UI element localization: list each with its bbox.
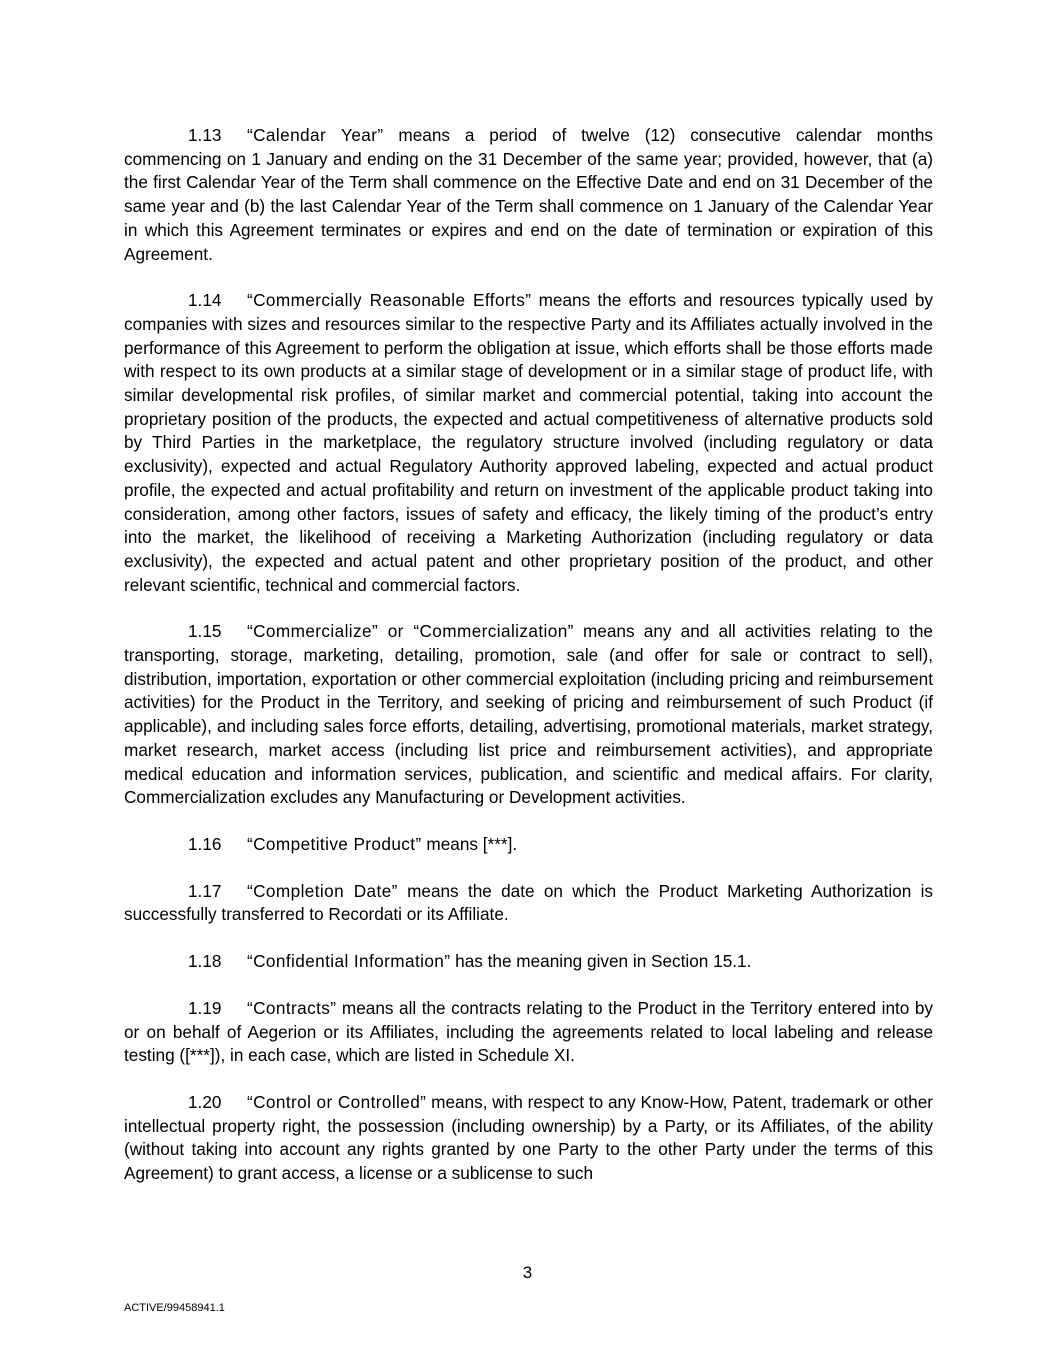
definition-text: means any and all activities relating to the transporting, storage, marketing, detailing, promotion, sale (and offer for sale or contract to sell), distribution, importation, exportation or other commercial exploitation (including pricing and reimbursement activities) for the Product in the Territory, and seeking of pricing and reimbursement of such Product (if applicable), and including sales force efforts, detailing, advertising, promotional materials, market strategy, market research, market access (including list price and reimbursement activities), and appropriate medical education and information services, publication, and scientific and medical affairs. For clarity, Commercialization excludes any Manufacturing or Development activities. [124,621,933,808]
document-body [124,124,933,1209]
section-number: 1.13 [188,125,222,145]
definition-1-20 [124,1091,933,1186]
page-number: 3 [522,1263,533,1282]
definition-text: means the efforts and resources typically used by companies with sizes and resources similar to the respective Party and its Affiliates actually involved in the performance of this Agreement to perform the obligation at issue, which efforts shall be those efforts made with respect to its own products at a similar stage of development or in a similar stage of product life, with similar developmental risk profiles, of similar market and commercial potential, taking into account the proprietary position of the products, the expected and actual competitiveness of alternative products sold by Third Parties in the marketplace, the regulatory structure involved (including regulatory or data exclusivity), expected and actual Regulatory Authority approved labeling, expected and actual product profile, the expected and actual profitability and return on investment of the applicable product taking into consideration, among other factors, issues of safety and efficacy, the likely timing of the product’s entry into the market, the likelihood of receiving a Marketing Authorization (including regulatory or data exclusivity), the expected and actual patent and other proprietary position of the product, and other relevant scientific, technical and commercial factors. [124,290,933,595]
section-number: 1.14 [188,290,222,311]
definition-1-18 [124,950,933,974]
section-number: 1.17 [188,880,222,901]
definition-text: means, with respect to any Know-How, Patent, trademark or other intellectual property right, the possession (including ownership) by a Party, or its Affiliates, of the ability (without taking into account any rights granted by one Party to the other Party under the terms of this Agreement) to grant access, a license or a sublicense to such [124,1091,933,1184]
definition-text: means all the contracts relating to the Product in the Territory entered into by or on behalf of Aegerion or its Affiliates, including the agreements related to local labeling and release testing ([***]), in each case, which are listed in Schedule XI. [124,997,933,1066]
defined-term: “Confidential Information” [247,951,451,972]
defined-term: “Commercialize” or “Commercialization” [247,621,574,642]
defined-term: “Commercially Reasonable Efforts” [247,290,532,311]
section-number: 1.15 [188,621,222,642]
defined-term: “Completion Date” [247,880,398,901]
section-number: 1.20 [188,1091,222,1112]
defined-term: “Contracts” [247,997,337,1018]
document-id: ACTIVE/99458941.1 [124,1302,225,1314]
definition-1-15 [124,620,933,810]
definition-text: means the date on which the Product Marketing Authorization is successfully transferred to Recordati or its Affiliate. [124,880,934,925]
defined-term: “Competitive Product” [247,833,422,854]
definition-1-17 [124,880,933,927]
defined-term: “Control or Controlled” [247,1091,427,1112]
definition-text: has the meaning given in Section 15.1. [450,951,752,972]
definition-1-19 [124,997,933,1068]
definition-text: means a period of twelve (12) consecutive calendar months commencing on 1 January and ending on the 31 December of the same year; provided, however, that (a) the first Calendar Year of the Term shall commence on the Effective Date and end on 31 December of the same year and (b) the last Calendar Year of the Term shall commence on 1 January of the Calendar Year in which this Agreement terminates or expires and end on the date of termination or expiration of this Agreement. [124,125,934,264]
section-number: 1.19 [188,997,222,1018]
definition-1-16 [124,833,933,857]
section-number: 1.18 [188,951,222,972]
defined-term: “Calendar Year” [247,125,384,145]
definition-1-13 [124,124,933,266]
section-number: 1.16 [188,833,222,854]
definition-1-14 [124,289,933,597]
definition-text: means [***]. [421,833,518,854]
